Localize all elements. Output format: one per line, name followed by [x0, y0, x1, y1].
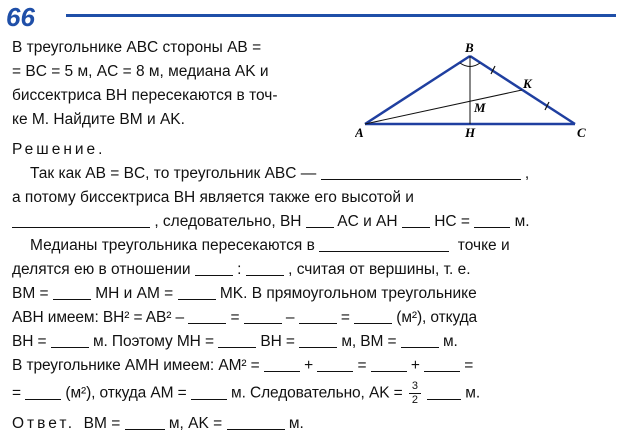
text: Так как AB = BC, то треугольник ABC — [30, 165, 317, 182]
text: м. [514, 213, 530, 230]
median-ak [365, 90, 522, 124]
text: м. [442, 333, 458, 350]
text: BH = [12, 333, 47, 350]
text: = [357, 357, 367, 374]
solution-line-10 [12, 381, 480, 406]
answer-blank[interactable] [401, 333, 439, 348]
text: делятся ею в отношении [12, 261, 191, 278]
text: , следовательно, BH [154, 213, 302, 230]
text: + [410, 357, 420, 374]
label-m: M [474, 100, 486, 115]
text: MK. В прямоугольном треугольнике [219, 285, 477, 302]
solution-line-5 [12, 260, 471, 280]
text: = [12, 384, 21, 402]
answer-blank[interactable] [25, 385, 61, 400]
answer-blank[interactable] [306, 213, 334, 228]
header-rule [66, 14, 616, 17]
fraction-denominator: 2 [411, 394, 418, 406]
text: ABH имеем: BH² = AB² – [12, 309, 185, 326]
answer-blank[interactable] [299, 333, 337, 348]
text: + [304, 357, 314, 374]
answer-blank[interactable] [427, 385, 461, 400]
problem-line-1: В треугольнике ABC стороны AB = [12, 39, 262, 56]
solution-line-8 [12, 332, 458, 352]
text: м. [288, 415, 304, 432]
solution-line-4 [30, 236, 510, 256]
answer-blank[interactable] [195, 261, 233, 276]
page-number: 66 [6, 2, 35, 32]
answer-blank[interactable] [402, 213, 430, 228]
text: , [524, 165, 530, 182]
solution-line-7 [12, 308, 477, 328]
problem-line-3: биссектриса BH пересекаются в точ- [12, 87, 278, 104]
answer-blank[interactable] [12, 213, 150, 228]
solution-line-2: а потому биссектриса BH является также его высотой и [12, 189, 414, 206]
text: м, AK = [168, 415, 223, 432]
answer-blank[interactable] [244, 309, 282, 324]
text: = [464, 357, 474, 374]
label-b: B [465, 40, 474, 55]
answer-line [12, 414, 304, 434]
answer-blank[interactable] [53, 285, 91, 300]
text: HC = [434, 213, 470, 230]
answer-blank[interactable] [474, 213, 510, 228]
answer-label: Ответ. [12, 415, 76, 432]
problem-line-4: ке M. Найдите BM и AK. [12, 111, 185, 128]
answer-blank[interactable] [246, 261, 284, 276]
text: AC и AH [337, 213, 398, 230]
solution-line-9 [12, 356, 473, 376]
answer-blank[interactable] [319, 237, 449, 252]
answer-blank[interactable] [354, 309, 392, 324]
text: BM = [83, 415, 121, 432]
text: м, BM = [341, 333, 397, 350]
answer-blank[interactable] [227, 415, 285, 430]
triangle-figure [355, 38, 595, 138]
text: BM = [12, 285, 49, 302]
text: , считая от вершины, т. е. [288, 261, 471, 278]
label-k: K [523, 76, 532, 91]
answer-blank[interactable] [51, 333, 89, 348]
text: (м²), откуда [396, 309, 478, 326]
problem-line-2: = BC = 5 м, AC = 8 м, медиана AK и [12, 63, 269, 80]
text: = [340, 309, 350, 326]
answer-blank[interactable] [317, 357, 353, 372]
text: BH = [260, 333, 295, 350]
text: (м²), откуда AM = [65, 384, 187, 402]
answer-blank[interactable] [191, 385, 227, 400]
answer-blank[interactable] [125, 415, 165, 430]
text: MH и AM = [95, 285, 174, 302]
text: м. Поэтому MH = [92, 333, 214, 350]
answer-blank[interactable] [218, 333, 256, 348]
answer-blank[interactable] [299, 309, 337, 324]
label-c: C [577, 125, 586, 138]
answer-blank[interactable] [178, 285, 216, 300]
text: м. Следовательно, AK = [231, 384, 403, 402]
text: м. [465, 384, 481, 402]
solution-heading: Решение. [12, 141, 106, 158]
text: : [237, 261, 242, 278]
answer-blank[interactable] [264, 357, 300, 372]
label-h: H [465, 125, 476, 138]
solution-line-6 [12, 284, 477, 304]
fraction [409, 381, 421, 406]
label-a: A [355, 125, 364, 138]
text: Медианы треугольника пересекаются в [30, 237, 315, 254]
side-ab [365, 56, 470, 124]
answer-blank[interactable] [188, 309, 226, 324]
text: – [285, 309, 295, 326]
solution-line-3 [12, 212, 530, 232]
text: точке и [457, 237, 510, 254]
answer-blank[interactable] [321, 165, 521, 180]
text: В треугольнике AMH имеем: AM² = [12, 357, 260, 374]
text: = [230, 309, 240, 326]
answer-blank[interactable] [371, 357, 407, 372]
answer-blank[interactable] [424, 357, 460, 372]
solution-line-1 [30, 164, 529, 184]
fraction-numerator: 3 [411, 380, 418, 392]
